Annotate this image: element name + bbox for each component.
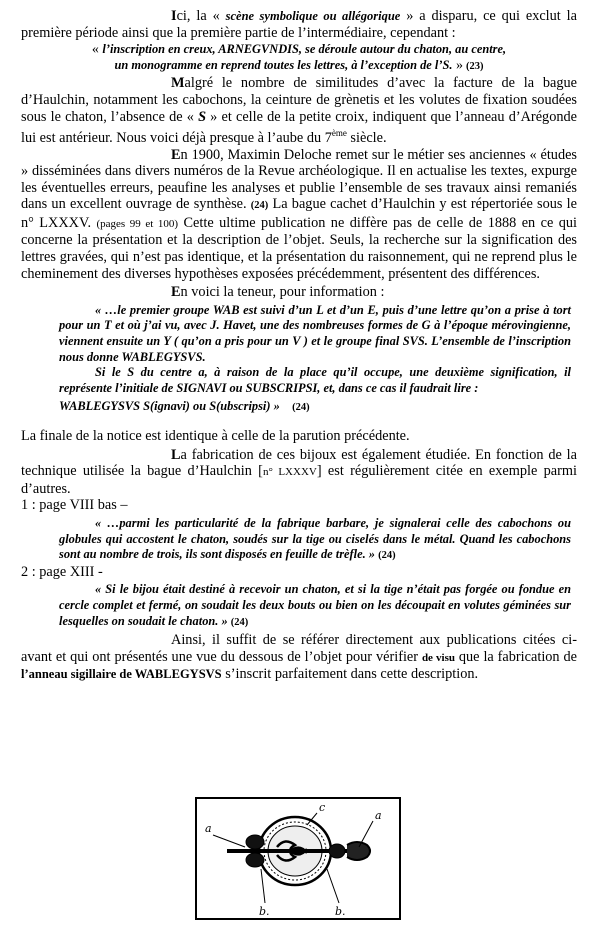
quote-4 <box>59 582 571 630</box>
quote-1 <box>21 42 577 74</box>
text: n 1900, Maximin Deloche remet sur le métier ses anciennes « études » disséminées dans divers numéros de la Revue archéologique. Il en actualise les textes, expurge les éventuelles erreurs, peaufine les analyses et publie l’ensemble de ses travaux ainsi remaniés dans un excellent ouvrage de synthèse. <box>21 146 577 213</box>
paragraph-7 <box>21 632 577 683</box>
footnote-ref: (23) <box>466 60 484 72</box>
cabochon-right <box>329 844 345 858</box>
footnote-ref: (24) <box>250 200 269 212</box>
page-reference: (pages 99 et 100) <box>96 217 179 230</box>
quote-text: « Si le bijou était destiné à recevoir un chaton, et si la tige n’était pas forgée ou fondue en cercle complet et fermé, on soudait les deux bouts ou bien on les découpait en volutes géminées sur lesquelles on soudait le chaton. » <box>59 582 571 628</box>
leader-b-left <box>261 869 265 903</box>
ring-name: l’anneau sigillaire de WABLEGYSVS <box>21 667 222 682</box>
text: » et celle de la petite croix, indiquent que l’anneau d’Arégonde lui est antérieur. Nous voici déjà presque à l’aube du 7 <box>21 108 577 146</box>
label-a-right: a <box>375 809 382 822</box>
quote-line: un monogramme en reprend toutes les lettres, à l’exception de l’S. <box>114 57 453 72</box>
text: Cette ultime publication ne diffère pas de celle de 1888 en ce qui concerne la présentation et la description de l’objet. Seuls, la recherche sur la signification des lettres gravées, qui n’est pas identique, et la présentation du raisonnement, qui ne reprend plus le cheminement des diverses hypothèses exposées précédemment, présentent des différences. <box>21 214 578 282</box>
label-b-left: b. <box>259 905 270 918</box>
cabochon-left-bottom <box>246 853 264 867</box>
quote-paragraph: Si le S du centre a, à raison de la place qu’il occupe, une deuxième signification, il représente l’initiale de SIGNAVI ou SUBSCRIPSI, et, dans ce cas il faudrait lire : <box>59 365 571 395</box>
paragraph-6 <box>21 447 577 498</box>
quote-close: » <box>452 57 463 73</box>
quote-2 <box>59 303 571 416</box>
text: ci, la « <box>176 8 226 24</box>
paragraph-1 <box>21 8 577 41</box>
label-a-left: a <box>205 822 212 835</box>
document-page <box>21 8 577 683</box>
paragraph-4 <box>21 284 577 301</box>
latin-term: de visu <box>421 651 455 664</box>
text: siècle. <box>346 129 387 146</box>
label-b-right: b. <box>335 905 346 918</box>
leader-b-right <box>327 869 339 903</box>
footnote-ref: (24) <box>230 616 249 628</box>
text: La bague cachet d’Haulchin y est répertoriée sous le n° LXXXV. <box>21 196 577 231</box>
quote-3 <box>59 516 571 564</box>
text: que la fabrication de <box>454 648 577 665</box>
quote-line: WABLEGYSVS S(ignavi) ou S(ubscripsi) » <box>59 399 280 414</box>
superscript: ème <box>331 128 347 139</box>
cabochon-left-top <box>246 835 264 849</box>
drop-letter: M <box>171 75 185 92</box>
footnote-ref: (24) <box>292 402 310 414</box>
quote-paragraph: « …le premier groupe WAB est suivi d’un L et d’un E, puis d’une lettre qu’on a prise à tort pour un T et où j’ai vu, avec J. Havet, une des nombreuses formes de G à l’époque mérovingienne, viennent ensuite un Y ( qu’on a pris pour un V ) et le groupe final SVS. L’ensemble de l’inscription nous donne WABLEGYSVS. <box>59 302 571 364</box>
drop-letter: I <box>171 8 177 24</box>
drop-letter: E <box>171 284 181 301</box>
drop-letter: L <box>171 446 181 463</box>
text: n voici la teneur, pour information : <box>180 284 385 301</box>
ring-drawing <box>197 799 399 918</box>
list-item-1: 1 : page VIII bas – <box>21 497 128 514</box>
footnote-ref: (24) <box>378 550 396 562</box>
text: s’inscrit parfaitement dans cette description. <box>221 666 479 683</box>
paragraph-5: La finale de la notice est identique à celle de la parution précédente. <box>21 428 410 445</box>
text: algré le nombre de similitudes d’avec la facture de la bague d’Haulchin, notamment les cabochons, la ceinture de grènetis et les volutes de fixation soudées sous le chaton, l’absence de « <box>21 75 577 125</box>
quoted-term: scène symbolique ou allégorique <box>225 9 401 23</box>
text: ] est régulièrement citée en exemple parmi d’autres. <box>21 463 577 497</box>
list-item-2: 2 : page XIII - <box>21 563 103 580</box>
paragraph-2 <box>21 75 577 146</box>
leader-a-right <box>359 821 373 847</box>
text: a fabrication de ces bijoux est également étudiée. En fonction de la technique utilisée la bague d’Haulchin [ <box>21 446 577 480</box>
catalog-number: n° LXXXV <box>262 466 317 479</box>
shank-end-right <box>347 842 370 860</box>
quote-text: « …parmi les particularité de la fabrique barbare, je signalerai celle des cabochons ou globules qui accostent le chaton, soudés sur la tige ou ciselés dans le métal. Quand les cabochons sont au nombre de trois, ils sont disposés en feuille de trèfle. » <box>59 515 571 562</box>
quote-line: l’inscription en creux, ARNEGVNDIS, se déroule autour du chaton, au centre, <box>102 42 507 57</box>
letter-s: S <box>198 108 207 125</box>
quote-open: « <box>91 42 103 58</box>
label-c: c <box>319 801 326 814</box>
text: Ainsi, il suffit de se référer directement aux publications citées ci-avant et qui ont présentés une vue du dessous de l’objet pour vérifier <box>21 632 577 665</box>
paragraph-3 <box>21 147 577 283</box>
leader-a-left <box>213 835 245 847</box>
ring-figure <box>195 797 401 920</box>
text: » a disparu, ce qui exclut la première période ainsi que la première partie de l’intermédiaire, cependant : <box>21 8 577 41</box>
drop-letter: E <box>171 146 181 163</box>
